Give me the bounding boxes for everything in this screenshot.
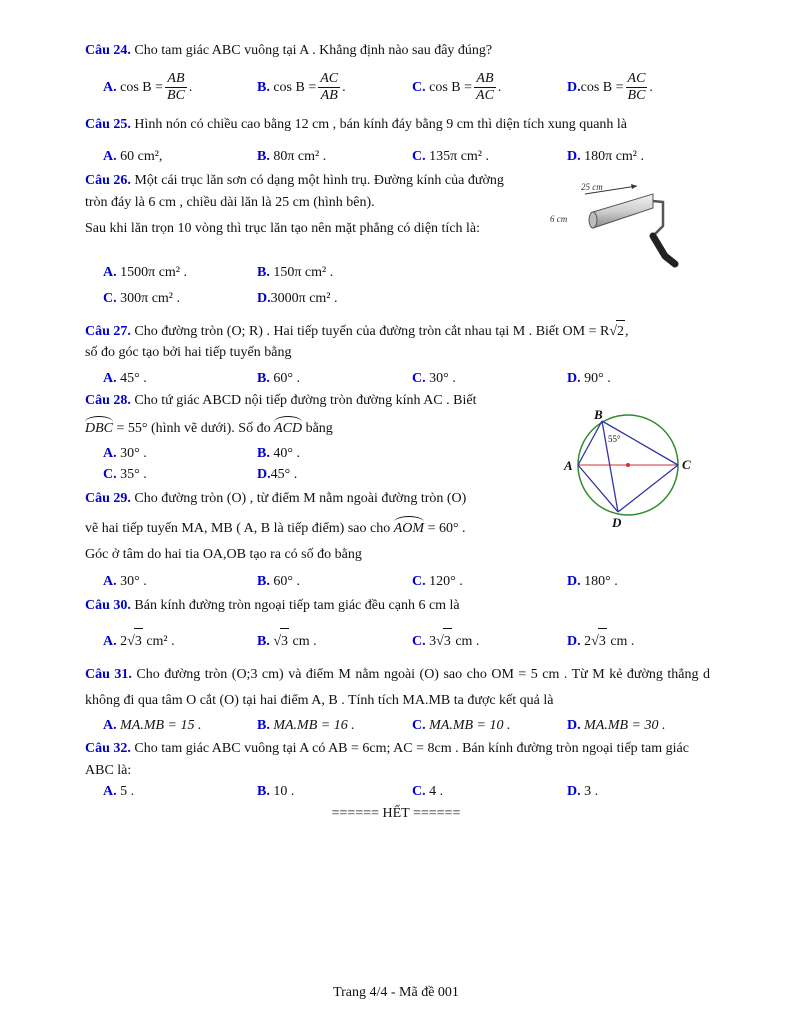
side-cd — [618, 465, 678, 512]
question-25-options — [85, 144, 705, 170]
question-text: Cho tam giác ABC vuông tại A . Khẳng định nào sau đây đúng? — [134, 43, 493, 58]
option-a: A. 60 cm², — [103, 149, 163, 164]
arc-acd: ACD — [274, 416, 302, 440]
option-d: D. 2√3 cm . — [567, 628, 634, 655]
roller-frame — [653, 201, 663, 236]
question-26-options-row1 — [85, 260, 705, 286]
question-27-options — [85, 366, 705, 392]
option-c: C. 30° . — [412, 371, 456, 386]
center-point — [626, 463, 630, 467]
question-31 — [85, 662, 710, 714]
question-text: Một cái trục lăn sơn có dạng một hình trụ. Đường kính của đường tròn đáy là 6 cm , chiều dài lăn là 25 cm (hình bên). — [85, 173, 504, 210]
question-label: Câu 32. — [85, 741, 131, 756]
question-30-options — [85, 628, 705, 654]
question-26-options-row2 — [85, 286, 705, 312]
point-c-label: C — [682, 457, 691, 472]
option-b: B. 60° . — [257, 371, 300, 386]
question-label: Câu 28. — [85, 393, 131, 408]
question-27: Câu 27. Cho đường tròn (O; R) . Hai tiếp tuyến của đường tròn cắt nhau tại M . Biết OM = R√2, — [85, 320, 710, 343]
option-c: C. 135π cm² . — [412, 149, 489, 164]
question-27-text2: số đo góc tạo bởi hai tiếp tuyến bằng — [85, 345, 292, 360]
option-b: B. 80π cm² . — [257, 149, 327, 164]
point-a-label: A — [564, 458, 573, 473]
option-b: B. MA.MB = 16 . — [257, 718, 355, 733]
question-text: Cho đường tròn (O;3 cm) và điểm M nằm ngoài (O) sao cho OM = 5 cm . Từ M kẻ đường thẳng d không đi qua tâm O cắt (O) tại hai điểm A, B . Tính tích MA.MB ta được kết quả là — [85, 667, 711, 708]
roller-body — [593, 194, 653, 228]
point-b-label: B — [594, 407, 603, 422]
option-d: D.45° . — [257, 467, 298, 482]
question-text: Bán kính đường tròn ngoại tiếp tam giác đều cạnh 6 cm là — [134, 598, 460, 613]
point-d-label: D — [612, 515, 622, 530]
option-c: C. 300π cm² . — [103, 291, 180, 306]
option-c: C. 35° . — [103, 467, 147, 482]
question-text: Cho đường tròn (O; R) . Hai tiếp tuyến của đường tròn cắt nhau tại M . Biết OM = R — [134, 324, 610, 339]
option-a: A. MA.MB = 15 . — [103, 718, 202, 733]
question-label: Câu 30. — [85, 598, 131, 613]
option-b: B. √3 cm . — [257, 628, 317, 655]
arrow-head — [631, 184, 637, 189]
option-c: C. MA.MB = 10 . — [412, 718, 511, 733]
option-c: C. cos B = $\frac{AB}{AC}$ . — [412, 71, 502, 104]
angle-label: 55° — [608, 434, 621, 444]
question-26-text2: Sau khi lăn trọn 10 vòng thì trục lăn tạo nên mặt phẳng có diện tích là: — [85, 221, 481, 236]
question-29-text2: vẽ hai tiếp tuyến MA, MB ( A, B là tiếp điểm) sao cho AOM = 60° . — [85, 516, 545, 540]
option-a: A. 1500π cm² . — [103, 265, 187, 280]
option-d: D. 90° . — [567, 371, 611, 386]
question-32-options — [85, 779, 705, 805]
circle-figure — [560, 402, 700, 532]
question-label: Câu 24. — [85, 43, 131, 58]
arc-aom: AOM — [394, 516, 424, 540]
option-a: A. 30° . — [103, 574, 147, 589]
option-b: B. 10 . — [257, 784, 295, 799]
option-d: D.cos B = $\frac{AC}{BC}$ . — [567, 71, 653, 104]
option-d: D. MA.MB = 30 . — [567, 718, 666, 733]
option-a: A. 45° . — [103, 371, 147, 386]
question-28 — [85, 390, 545, 412]
option-d: D.3000π cm² . — [257, 291, 338, 306]
option-a: A. 2√3 cm² . — [103, 628, 175, 655]
option-c: C. 3√3 cm . — [412, 628, 479, 655]
question-31-options — [85, 713, 705, 739]
question-25 — [85, 114, 710, 136]
question-text: Hình nón có chiều cao bằng 12 cm , bán kính đáy bằng 9 cm thì diện tích xung quanh là — [134, 117, 628, 132]
question-label: Câu 29. — [85, 491, 131, 506]
end-marker: ====== HẾT ====== — [331, 806, 461, 821]
option-c: C. 120° . — [412, 574, 463, 589]
question-28-text2: DBC = 55° (hình vẽ dưới). Số đo ACD bằng — [85, 416, 545, 440]
question-30 — [85, 595, 710, 617]
question-29 — [85, 488, 545, 510]
question-29-options — [85, 569, 705, 595]
question-text: Cho đường tròn (O) , từ điểm M nằm ngoài đường tròn (O) — [134, 491, 467, 506]
option-d: D. 3 . — [567, 784, 599, 799]
question-32 — [85, 738, 710, 782]
roller-end — [589, 212, 597, 228]
length-label: 25 cm — [581, 182, 603, 192]
arc-dbc: DBC — [85, 416, 113, 440]
question-24-options — [85, 70, 705, 106]
paint-roller-figure — [545, 176, 695, 270]
question-label: Câu 31. — [85, 667, 132, 682]
option-b: B. 40° . — [257, 446, 300, 461]
page-footer: Trang 4/4 - Mã đề 001 — [333, 985, 459, 1000]
question-label: Câu 27. — [85, 324, 131, 339]
diameter-label: 6 cm — [550, 214, 568, 224]
option-c: C. 4 . — [412, 784, 444, 799]
sqrt-value: 2 — [616, 320, 625, 343]
option-a: A. cos B = $\frac{AB}{BC}$ . — [103, 71, 193, 104]
question-text: Cho tam giác ABC vuông tại A có AB = 6cm; AC = 8cm . Bán kính đường tròn ngoại tiếp tam giác ABC là: — [85, 741, 689, 778]
question-label: Câu 26. — [85, 173, 131, 188]
question-label: Câu 25. — [85, 117, 131, 132]
question-24 — [85, 40, 710, 62]
question-26 — [85, 170, 525, 214]
question-text: Cho tứ giác ABCD nội tiếp đường tròn đường kính AC . Biết — [134, 393, 477, 408]
option-d: D. 180° . — [567, 574, 618, 589]
option-b: B. 60° . — [257, 574, 300, 589]
option-b: B. cos B = $\frac{AC}{AB}$ . — [257, 71, 346, 104]
question-29-text3: Góc ở tâm do hai tia OA,OB tạo ra có số đo bằng — [85, 547, 362, 562]
side-ab — [578, 421, 602, 465]
option-d: D. 180π cm² . — [567, 149, 644, 164]
option-a: A. 5 . — [103, 784, 135, 799]
option-b: B. 150π cm² . — [257, 265, 334, 280]
option-a: A. 30° . — [103, 446, 147, 461]
